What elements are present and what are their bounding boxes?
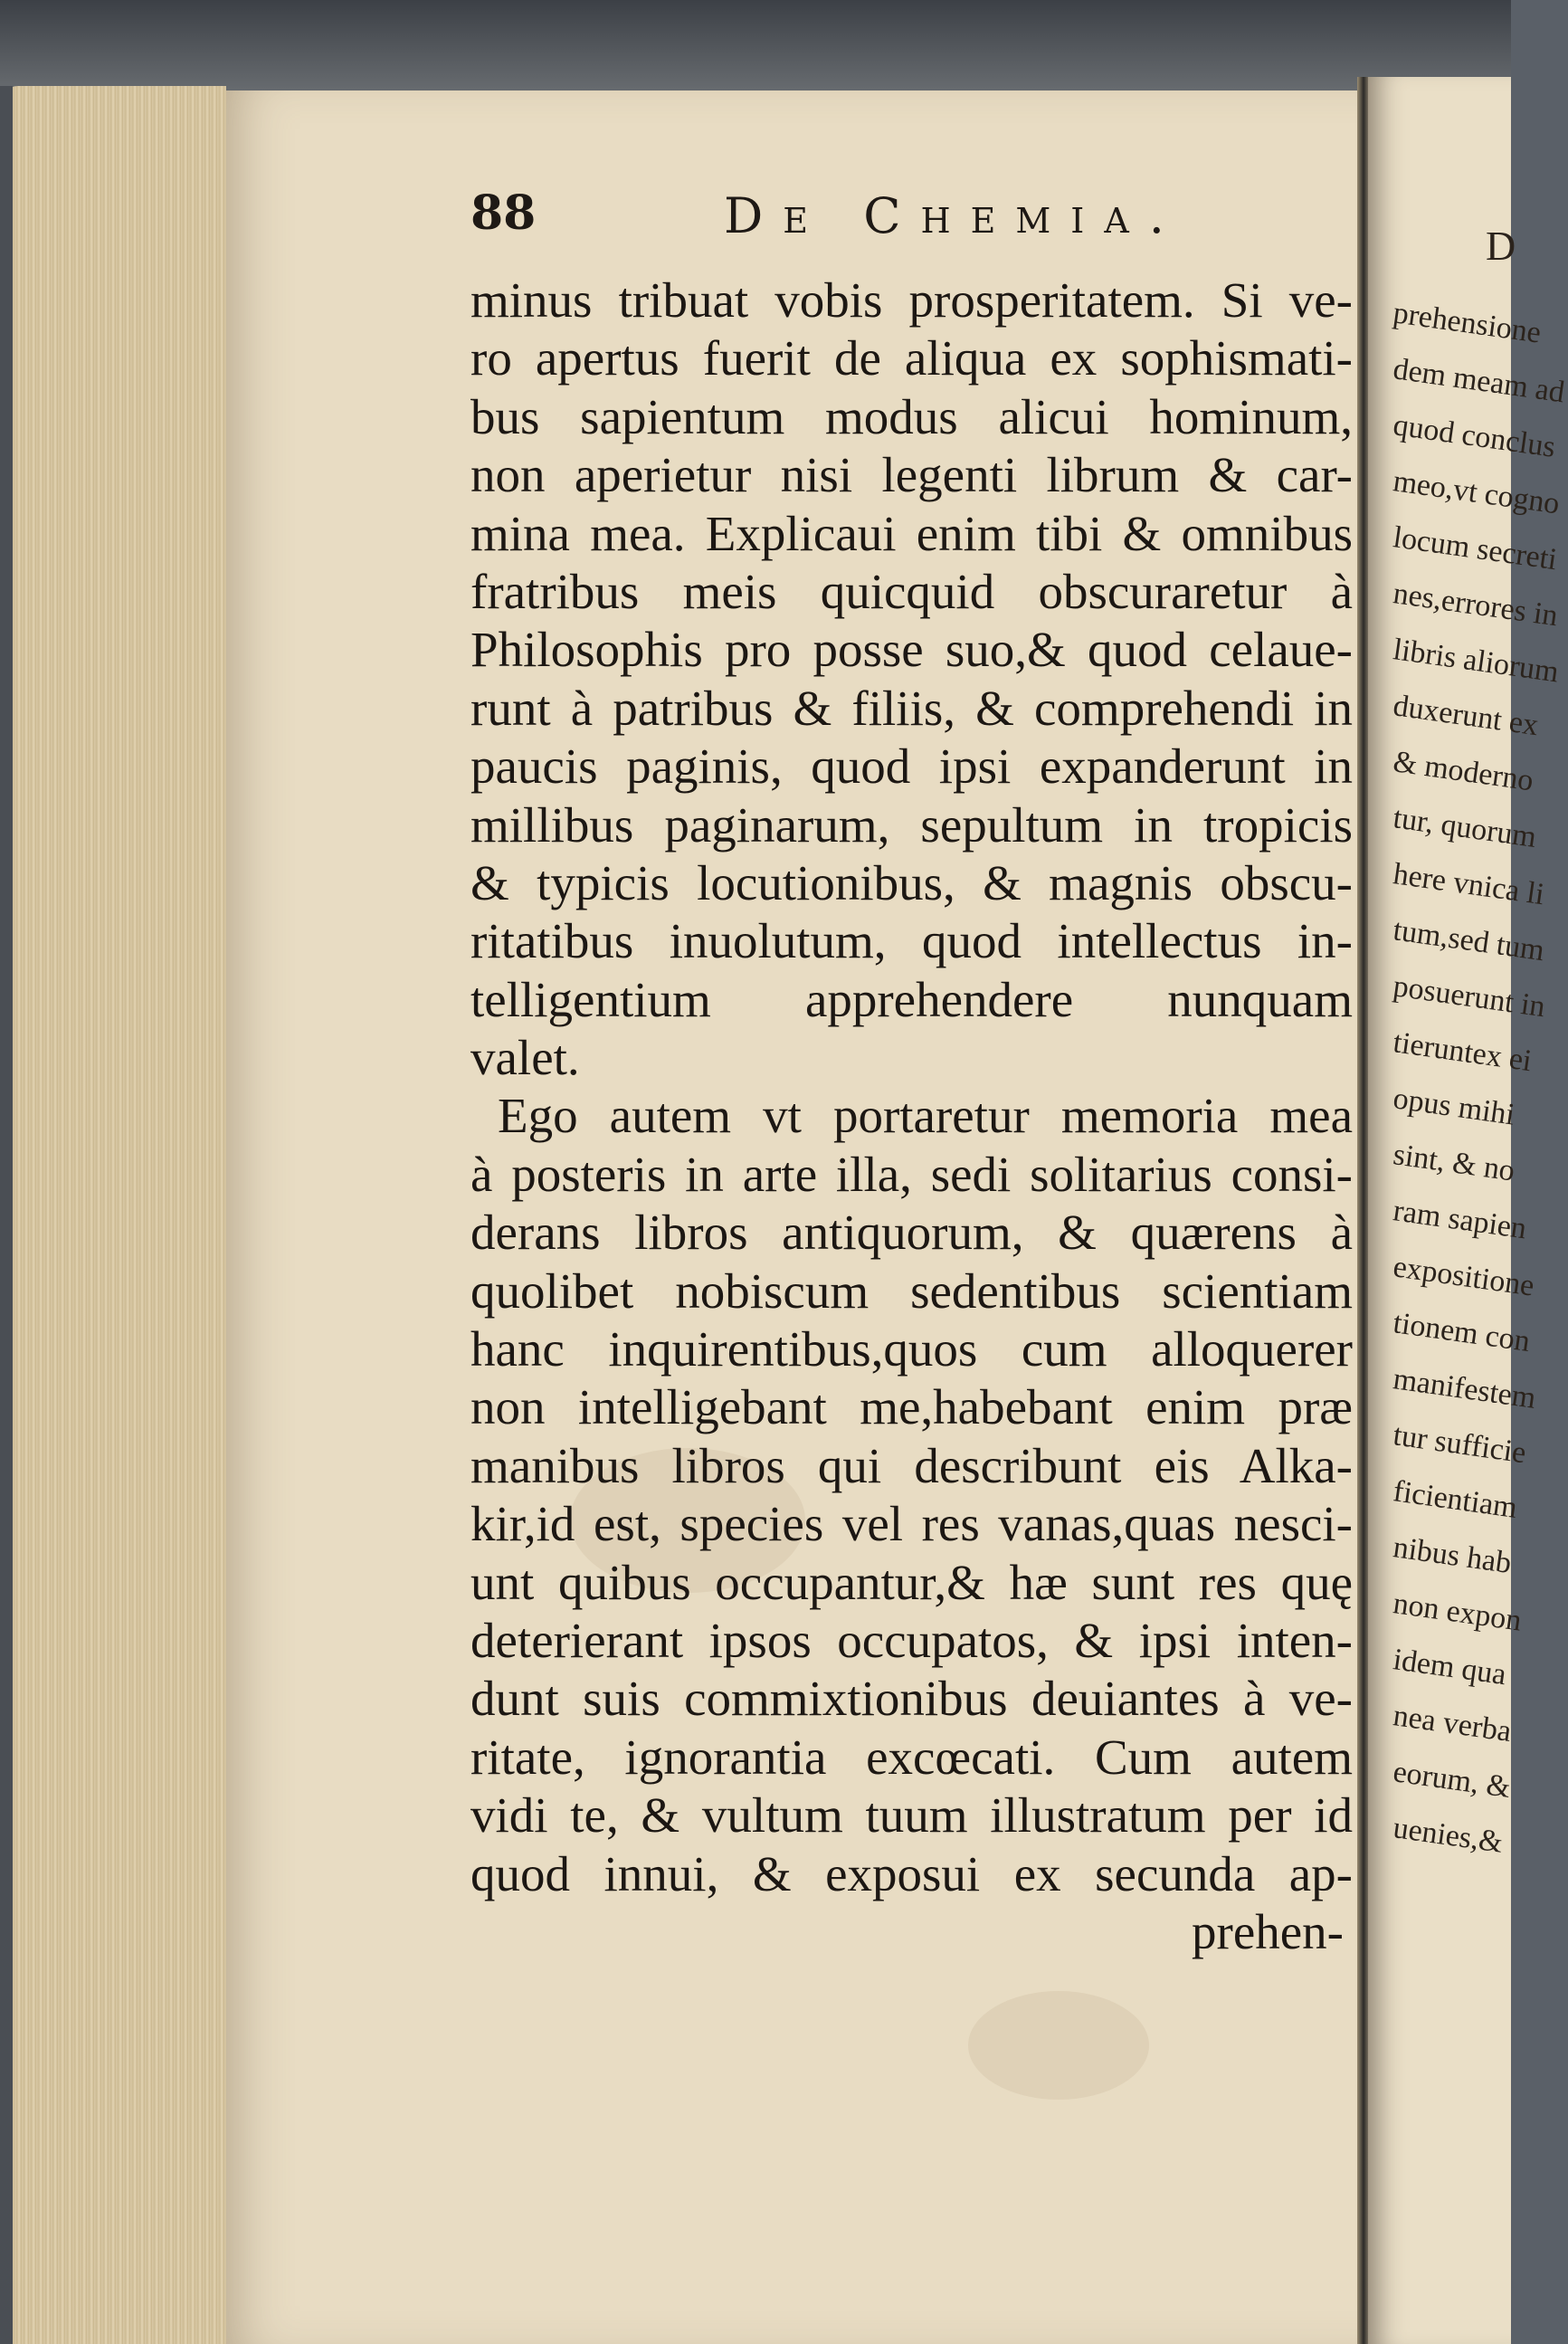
- facing-page-line: eorum, &: [1391, 1755, 1513, 1805]
- facing-page-line: & moderno: [1391, 745, 1535, 798]
- facing-page-line: quod conclus: [1391, 408, 1558, 464]
- running-title: De Chemia.: [724, 187, 1184, 244]
- paper-stain: [968, 1991, 1149, 2100]
- facing-page-line: ram sapien: [1391, 1194, 1529, 1246]
- text-line: à posteris in arte illa, sedi solitarius consi-: [470, 1146, 1353, 1202]
- text-line: bus sapientum modus alicui hominum,: [470, 388, 1353, 444]
- facing-page-line: sint, & no: [1391, 1138, 1517, 1188]
- text-line: valet.: [470, 1030, 580, 1086]
- facing-page-line: nes,errores in: [1391, 576, 1561, 634]
- text-line: quolibet nobiscum sedentibus scientiam: [470, 1263, 1353, 1319]
- body-text: [470, 272, 1353, 1961]
- facing-page: [1368, 77, 1567, 2344]
- text-line: hanc inquirentibus,quos cum alloquerer: [470, 1321, 1353, 1377]
- text-line: millibus paginarum, sepultum in tropicis: [470, 796, 1353, 853]
- page-edges: [0, 86, 226, 2344]
- text-line: kir,id est, species vel res vanas,quas nesci-: [470, 1496, 1353, 1552]
- facing-page-line: idem qua: [1391, 1643, 1509, 1692]
- facing-page-line: expositione: [1391, 1250, 1536, 1303]
- facing-page-line: manifestem: [1391, 1362, 1538, 1415]
- text-line: Ego autem vt portaretur memoria mea: [498, 1088, 1353, 1144]
- facing-page-line: tionem con: [1391, 1306, 1533, 1358]
- text-line: quod innui, & exposui ex secunda ap-: [470, 1845, 1353, 1901]
- text-line: paucis paginis, quod ipsi expanderunt in: [470, 738, 1353, 795]
- facing-page-line: meo,vt cogno: [1391, 464, 1562, 521]
- facing-page-line: non expon: [1391, 1586, 1524, 1638]
- facing-page-line: tur sufficie: [1391, 1418, 1528, 1471]
- text-line: Philosophis pro posse suo,& quod celaue-: [470, 622, 1353, 678]
- page-number: 88: [470, 186, 537, 241]
- text-lines: [470, 272, 1353, 1903]
- facing-page-line: dem meam ad: [1391, 352, 1567, 410]
- facing-page-line: libris aliorum: [1391, 633, 1562, 690]
- facing-page-line: tum,sed tum: [1391, 913, 1547, 968]
- text-line: & typicis locutionibus, & magnis obscu-: [470, 854, 1353, 910]
- facing-page-line: uenies,&: [1391, 1811, 1506, 1860]
- facing-page-line: prehensione: [1391, 296, 1544, 350]
- text-line: derans libros antiquorum, & quærens à: [470, 1205, 1353, 1261]
- facing-page-line: opus mihi: [1391, 1081, 1517, 1132]
- text-line: minus tribuat vobis prosperitatem. Si ve-: [470, 272, 1353, 328]
- text-line: deterierant ipsos occupatos, & ipsi inten-: [470, 1612, 1353, 1668]
- background: [0, 0, 1511, 100]
- text-line: runt à patribus & filiis, & comprehendi in: [470, 680, 1353, 736]
- running-header: [470, 186, 1339, 258]
- text-line: mina mea. Explicaui enim tibi & omnibus: [470, 505, 1353, 561]
- text-line: non aperietur nisi legenti librum & car-: [470, 447, 1353, 503]
- facing-page-line: here vnica li: [1391, 857, 1547, 912]
- facing-page-lines: [1368, 285, 1567, 1860]
- facing-page-line: tieruntex ei: [1391, 1025, 1535, 1079]
- text-line: telligentium apprehendere nunquam: [470, 971, 1353, 1027]
- facing-page-line: ficientiam: [1391, 1474, 1520, 1526]
- facing-page-head: D: [1486, 223, 1516, 269]
- text-line: dunt suis commixtionibus deuiantes à ve-: [470, 1671, 1353, 1727]
- text-line: unt quibus occupantur,& hæ sunt res quę: [470, 1554, 1353, 1610]
- catchword: prehen-: [1192, 1903, 1344, 1959]
- facing-page-line: tur, quorum: [1391, 801, 1539, 854]
- text-line: vidi te, & vultum tuum illustratum per id: [470, 1787, 1353, 1844]
- facing-page-line: duxerunt ex: [1391, 689, 1541, 743]
- facing-page-line: posuerunt in: [1391, 969, 1548, 1024]
- text-line: non intelligebant me,habebant enim præ: [470, 1379, 1353, 1435]
- facing-page-line: nibus hab: [1391, 1530, 1514, 1581]
- text-line: ro apertus fuerit de aliqua ex sophismati-: [470, 330, 1353, 386]
- facing-page-line: locum secreti: [1391, 520, 1560, 577]
- facing-page-line: nea verba: [1391, 1699, 1514, 1749]
- page-edges-shadow: [0, 86, 13, 2344]
- text-line: manibus libros qui describunt eis Alka-: [470, 1437, 1353, 1493]
- text-line: fratribus meis quicquid obscuraretur à: [470, 563, 1353, 619]
- text-line: ritatibus inuolutum, quod intellectus in-: [470, 913, 1353, 969]
- text-line: ritate, ignorantia excœcati. Cum autem: [470, 1729, 1353, 1785]
